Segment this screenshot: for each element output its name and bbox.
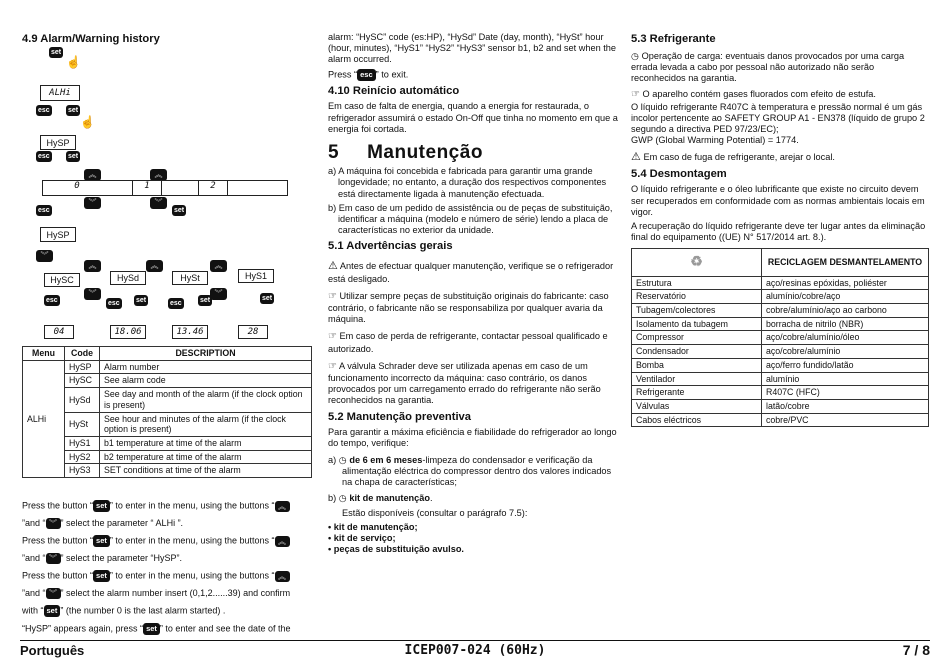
paragraph-5-2a: a) ◷ de 6 em 6 meses-limpeza do condensador e verificação da alimentação eléctrica do compressor dentro dos valores indicados na chapa de características;: [328, 454, 612, 488]
hand-icon: ☝: [66, 55, 81, 69]
material-value: alumínio/cobre/aço: [762, 290, 929, 304]
alarm-number-1: 1: [132, 181, 162, 195]
section-heading-5-1: 5.1 Advertências gerais: [328, 240, 453, 253]
material-value: aço/ferro fundido/latão: [762, 358, 929, 372]
kit-intro: Estão disponíveis (consultar o parágrafo 7.5):: [342, 507, 528, 518]
paragraph-5-4a: O líquido refrigerante e o óleo lubrificante que existe no circuito devem ser recuperados em conformidade com as normas ambientais locais em vigor.: [631, 184, 925, 217]
value-hysd: 18.06: [110, 325, 146, 339]
paragraph-4-10: Em caso de falta de energia, quando a energia for restaurada, o refrigerador assumirá o estado On-Off que tinha no momento em que a energia foi cortada.: [328, 101, 618, 134]
table-code: HyS2: [65, 450, 100, 464]
chapter-number: 5: [328, 141, 340, 163]
table-desc: SET conditions at time of the alarm: [100, 464, 312, 478]
table-code: HySP: [65, 360, 100, 374]
set-key: set: [68, 153, 79, 160]
box-hys1: HyS1: [238, 269, 274, 283]
instructions: [22, 500, 322, 638]
paragraph-5-1b: ☞ Utilizar sempre peças de substituição originais do fabricante: caso contrário, o fabricante não se responsabiliza por qualquer avaria da máquina.: [328, 290, 609, 325]
pointing-hand-icon: ☞: [328, 360, 337, 372]
material-component: Válvulas: [632, 400, 762, 414]
paragraph-5-1a: ⚠ Antes de efectuar qualquer manutenção, verifique se o refrigerador está desligado.: [328, 260, 614, 284]
material-value: R407C (HFC): [762, 386, 929, 400]
paragraph-5-2b: b) ◷ kit de manutenção.: [328, 493, 433, 504]
paragraph-5-3e: ⚠ Em caso de fuga de refrigerante, arejar o local.: [631, 151, 835, 164]
lcd-alhi: ALHi: [40, 85, 80, 101]
header-menu: Menu: [23, 347, 65, 361]
kit-list: [328, 522, 622, 556]
menu-cell: ALHi: [23, 360, 65, 477]
section-heading-5-3: 5.3 Refrigerante: [631, 33, 716, 45]
down-arrow-key: ︾: [84, 197, 101, 209]
material-component: Tubagem/colectores: [632, 303, 762, 317]
instruction-line: Press the button “ set ” to enter in the menu, using the buttons “ ︽: [22, 570, 322, 582]
table-desc: See hour and minutes of the alarm (if the clock option is present): [100, 412, 312, 436]
alarm-menu-diagram: [22, 45, 312, 345]
alarm-table: [22, 346, 312, 478]
paragraph-5-3d: GWP (Global Warming Potential) = 1774.: [631, 135, 799, 146]
material-component: Compressor: [632, 331, 762, 345]
warning-icon: ⚠: [631, 151, 641, 164]
clock-icon: ◷: [338, 454, 347, 465]
material-value: borracha de nitrilo (NBR): [762, 317, 929, 331]
esc-key: esc: [38, 153, 50, 160]
material-value: alumínio: [762, 372, 929, 386]
material-value: aço/cobre/alumínio: [762, 345, 929, 359]
set-key: set: [93, 535, 110, 547]
footer-language: Português: [20, 643, 85, 659]
material-value: aço/resinas epóxidas, poliéster: [762, 276, 929, 290]
paragraph-5-3b: ☞ O aparelho contém gases fluorados com efeito de estufa.: [631, 89, 876, 101]
instruction-line: ”and “ ︾ ” select the parameter “HySP”.: [22, 553, 183, 564]
set-key: set: [93, 570, 110, 582]
table-desc: Alarm number: [100, 360, 312, 374]
box-hysc: HySC: [44, 273, 80, 287]
up-arrow-key: ︽: [275, 536, 290, 547]
value-hyst: 13.46: [172, 325, 208, 339]
list-item: • peças de substituição avulso.: [328, 544, 622, 555]
column-2: [328, 32, 622, 555]
box-hyst: HySt: [172, 271, 208, 285]
instruction-line: “HySP” appears again, press “ set ” to enter and see the date of the: [22, 623, 291, 634]
set-key: set: [93, 500, 110, 512]
paragraph-5a: a) A máquina foi concebida e fabricada para garantir uma grande longevidade; no entanto, a duração dos respectivos componentes está directamente ligada à manutenção efectuada.: [328, 166, 607, 199]
set-key: set: [174, 207, 185, 214]
alarm-number-0: 0: [74, 181, 80, 191]
instruction-line: Press the button “ set ” to enter in the menu, using the buttons “ ︽: [22, 500, 322, 512]
down-arrow-key: ︾: [46, 553, 61, 564]
set-key: set: [51, 49, 62, 56]
paragraph-5-3a: ◷ Operação de carga: eventuais danos provocados por uma carga errada levada a cabo por pessoal não autorizado não serão reconhecidos na garantia.: [631, 50, 905, 84]
paragraph-5-1d: ☞ A válvula Schrader deve ser utilizada apenas em caso de um funcionamento incorrecto da máquina: caso contrário, os danos provocados por um carregamento errado do refrigerante não serão reconhecidos na garantia.: [328, 360, 601, 406]
paragraph-5-3c: O líquido refrigerante R407C à temperatura e pressão normal é um gás incolor pertencente ao SAFETY GROUP A1 - EN378 (líquido de grupo 2 segundo a directiva PED 97/23/EC);: [631, 101, 925, 134]
recycle-icon: ♻: [632, 248, 762, 276]
page-footer: [20, 640, 930, 661]
up-arrow-key: ︽: [84, 169, 101, 181]
set-key: set: [262, 295, 273, 302]
header-code: Code: [65, 347, 100, 361]
table-code: HySd: [65, 388, 100, 412]
up-arrow-key: ︽: [210, 260, 227, 272]
alarm-continuation: alarm: “HySC” code (es:HP), “HySd” Date (day, month), “HySt” hour (hour, minutes), “HyS1” “HyS2” “HyS3” sensor b1, b2 and set when the alarm occurred.: [328, 32, 616, 65]
down-arrow-key: ︾: [36, 250, 53, 262]
paragraph-5-1c: ☞ Em caso de perda de refrigerante, contactar pessoal qualificado e autorizado.: [328, 331, 608, 354]
table-code: HyS1: [65, 437, 100, 451]
esc-key: esc: [38, 107, 50, 114]
pointing-hand-icon: ☞: [328, 331, 337, 343]
instruction-line: ”and “ ︾ ” select the alarm number insert (0,1,2......39) and confirm: [22, 588, 291, 599]
set-key: set: [68, 107, 79, 114]
up-arrow-key: ︽: [275, 501, 290, 512]
chapter-heading: Manutenção: [367, 141, 483, 163]
material-component: Cabos eléctricos: [632, 413, 762, 427]
recycling-header: RECICLAGEM DESMANTELAMENTO: [762, 248, 929, 276]
box-hysp: HySP: [40, 135, 76, 150]
down-arrow-key: ︾: [210, 288, 227, 300]
instruction-line: with “ set ” (the number 0 is the last alarm started) .: [22, 605, 226, 616]
material-component: Estrutura: [632, 276, 762, 290]
column-3: [631, 33, 929, 427]
material-value: cobre/alumínio/aço ao carbono: [762, 303, 929, 317]
clock-icon: ◷: [338, 493, 347, 504]
section-heading-5-2: 5.2 Manutenção preventiva: [328, 410, 472, 423]
material-component: Bomba: [632, 358, 762, 372]
footer-model: ICEP007-024 (60Hz): [404, 643, 546, 659]
pointing-hand-icon: ☞: [631, 89, 640, 101]
up-arrow-key: ︽: [84, 260, 101, 272]
value-hysc: 04: [44, 325, 74, 339]
list-item: • kit de serviço;: [328, 533, 622, 544]
esc-key: esc: [46, 297, 58, 304]
paragraph-5b: b) Em caso de um pedido de assistência ou de peças de substituição, identificar a máquina (modelo e número de série) lendo a placa de características no exterior da unidade.: [328, 202, 613, 236]
down-arrow-key: ︾: [46, 588, 61, 599]
table-desc: b2 temperature at time of the alarm: [100, 450, 312, 464]
list-item: • kit de manutenção;: [328, 522, 622, 533]
table-code: HySC: [65, 374, 100, 388]
up-arrow-key: ︽: [275, 571, 290, 582]
material-component: Condensador: [632, 345, 762, 359]
table-code: HySt: [65, 412, 100, 436]
esc-key: esc: [357, 69, 376, 81]
down-arrow-key: ︾: [150, 197, 167, 209]
box-hysd: HySd: [110, 271, 146, 285]
paragraph-5-4b: A recuperação do líquido refrigerante deve ter lugar antes da eliminação final do equipamento ((UE) N° 517/2014 art. 8.).: [631, 221, 926, 243]
table-desc: See alarm code: [100, 374, 312, 388]
set-key: set: [136, 297, 147, 304]
set-key: set: [143, 623, 160, 635]
table-code: HyS3: [65, 464, 100, 478]
esc-key: esc: [170, 300, 182, 307]
header-description: DESCRIPTION: [100, 347, 312, 361]
table-desc: See day and month of the alarm (if the clock option is present): [100, 388, 312, 412]
material-component: Reservatório: [632, 290, 762, 304]
warning-icon: ⚠: [328, 260, 338, 273]
recycling-table: [631, 248, 929, 428]
section-heading-4-9: 4.9 Alarm/Warning history: [22, 33, 160, 45]
material-component: Isolamento da tubagem: [632, 317, 762, 331]
esc-key: esc: [108, 300, 120, 307]
material-component: Ventilador: [632, 372, 762, 386]
value-hys1: 28: [238, 325, 268, 339]
alarm-number-2: 2: [198, 181, 228, 195]
up-arrow-key: ︽: [146, 260, 163, 272]
footer-page-number: 7 / 8: [902, 642, 930, 659]
paragraph-5-2: Para garantir a máxima eficiência e fiabilidade do refrigerador ao longo do tempo, verifique:: [328, 427, 617, 449]
clock-icon: ◷: [631, 50, 640, 61]
material-value: aço/cobre/alumínio/óleo: [762, 331, 929, 345]
hand-icon: ☝: [80, 115, 95, 129]
press-exit: Press “ esc ” to exit.: [328, 69, 409, 80]
box-hysp-2: HySP: [40, 227, 76, 242]
chapter-title: [328, 141, 622, 164]
down-arrow-key: ︾: [46, 518, 61, 529]
up-arrow-key: ︽: [150, 169, 167, 181]
set-key: set: [200, 297, 211, 304]
esc-key: esc: [38, 207, 50, 214]
set-key: set: [44, 605, 61, 617]
table-desc: b1 temperature at time of the alarm: [100, 437, 312, 451]
instruction-line: ”and “ ︾ ” select the parameter “ ALHi ”.: [22, 518, 184, 529]
material-value: cobre/PVC: [762, 413, 929, 427]
pointing-hand-icon: ☞: [328, 290, 337, 302]
material-component: Refrigerante: [632, 386, 762, 400]
material-value: latão/cobre: [762, 400, 929, 414]
section-heading-4-10: 4.10 Reinício automático: [328, 84, 460, 97]
down-arrow-key: ︾: [84, 288, 101, 300]
instruction-line: Press the button “ set ” to enter in the menu, using the buttons “ ︽: [22, 535, 322, 547]
section-heading-5-4: 5.4 Desmontagem: [631, 167, 727, 180]
